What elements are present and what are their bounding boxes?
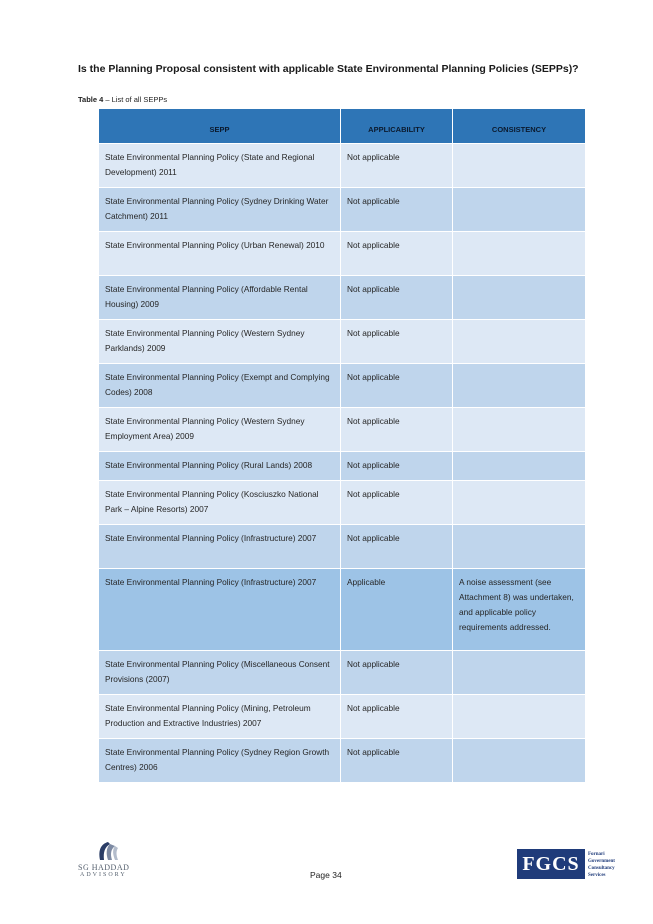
page-heading: Is the Planning Proposal consistent with applicable State Environmental Planning Policies (SEPPs)?	[78, 63, 579, 75]
cell-applicability: Not applicable	[341, 452, 453, 481]
table-row	[99, 651, 586, 695]
table-caption-label: Table 4	[78, 95, 104, 104]
fgcs-line: Government	[588, 859, 615, 864]
cell-sepp: State Environmental Planning Policy (Urban Renewal) 2010	[99, 232, 341, 276]
cell-consistency	[453, 144, 586, 188]
cell-applicability: Not applicable	[341, 525, 453, 569]
table-row	[99, 188, 586, 232]
page-number: Page 34	[310, 870, 342, 880]
cell-sepp: State Environmental Planning Policy (Miscellaneous Consent Provisions (2007)	[99, 651, 341, 695]
cell-applicability: Not applicable	[341, 739, 453, 783]
cell-consistency	[453, 188, 586, 232]
cell-consistency	[453, 232, 586, 276]
cell-sepp: State Environmental Planning Policy (Exempt and Complying Codes) 2008	[99, 364, 341, 408]
cell-consistency	[453, 364, 586, 408]
cell-consistency	[453, 525, 586, 569]
sg-haddad-emblem-icon	[95, 840, 121, 864]
cell-applicability: Not applicable	[341, 276, 453, 320]
fgcs-line: Fornari	[588, 852, 605, 857]
fgcs-logo	[517, 849, 621, 879]
table-row	[99, 408, 586, 452]
table-row	[99, 695, 586, 739]
cell-consistency	[453, 481, 586, 525]
table-row	[99, 569, 586, 651]
cell-sepp: State Environmental Planning Policy (State and Regional Development) 2011	[99, 144, 341, 188]
cell-applicability: Not applicable	[341, 188, 453, 232]
table-body	[99, 144, 586, 783]
cell-sepp: State Environmental Planning Policy (Western Sydney Parklands) 2009	[99, 320, 341, 364]
cell-consistency	[453, 739, 586, 783]
table-row	[99, 320, 586, 364]
table-header-row	[99, 109, 586, 144]
header-applicability: APPLICABILITY	[341, 109, 453, 144]
cell-sepp: State Environmental Planning Policy (Kosciuszko National Park – Alpine Resorts) 2007	[99, 481, 341, 525]
cell-consistency	[453, 452, 586, 481]
cell-sepp: State Environmental Planning Policy (Sydney Region Growth Centres) 2006	[99, 739, 341, 783]
table-caption	[78, 95, 167, 104]
cell-sepp: State Environmental Planning Policy (Affordable Rental Housing) 2009	[99, 276, 341, 320]
sg-haddad-name: SG HADDAD	[78, 863, 130, 872]
table-row	[99, 481, 586, 525]
table-caption-text: – List of all SEPPs	[103, 95, 168, 104]
cell-applicability: Not applicable	[341, 481, 453, 525]
cell-sepp: State Environmental Planning Policy (Infrastructure) 2007	[99, 569, 341, 651]
cell-applicability: Not applicable	[341, 695, 453, 739]
table-row	[99, 525, 586, 569]
header-consistency: CONSISTENCY	[453, 109, 586, 144]
cell-applicability: Not applicable	[341, 364, 453, 408]
sg-haddad-sub: ADVISORY	[80, 872, 127, 878]
cell-consistency: A noise assessment (see Attachment 8) was undertaken, and applicable policy requirements addressed.	[453, 569, 586, 651]
table-row	[99, 276, 586, 320]
fgcs-line: Services	[588, 873, 606, 878]
table-row	[99, 739, 586, 783]
header-sepp: SEPP	[99, 109, 341, 144]
cell-sepp: State Environmental Planning Policy (Sydney Drinking Water Catchment) 2011	[99, 188, 341, 232]
cell-applicability: Not applicable	[341, 651, 453, 695]
sg-haddad-logo	[68, 840, 148, 884]
cell-consistency	[453, 695, 586, 739]
cell-consistency	[453, 276, 586, 320]
cell-consistency	[453, 408, 586, 452]
table-row	[99, 144, 586, 188]
fgcs-line: Consultancy	[588, 866, 615, 871]
fgcs-wordmark	[588, 851, 615, 879]
table-row	[99, 452, 586, 481]
cell-applicability: Not applicable	[341, 144, 453, 188]
sepp-table	[99, 109, 586, 783]
cell-consistency	[453, 651, 586, 695]
cell-consistency	[453, 320, 586, 364]
cell-sepp: State Environmental Planning Policy (Western Sydney Employment Area) 2009	[99, 408, 341, 452]
cell-sepp: State Environmental Planning Policy (Mining, Petroleum Production and Extractive Industries) 2007	[99, 695, 341, 739]
cell-sepp: State Environmental Planning Policy (Rural Lands) 2008	[99, 452, 341, 481]
cell-sepp: State Environmental Planning Policy (Infrastructure) 2007	[99, 525, 341, 569]
table-row	[99, 364, 586, 408]
cell-applicability: Not applicable	[341, 408, 453, 452]
cell-applicability: Not applicable	[341, 232, 453, 276]
cell-applicability: Not applicable	[341, 320, 453, 364]
table-row	[99, 232, 586, 276]
fgcs-mark: FGCS	[517, 849, 585, 879]
cell-applicability: Applicable	[341, 569, 453, 651]
